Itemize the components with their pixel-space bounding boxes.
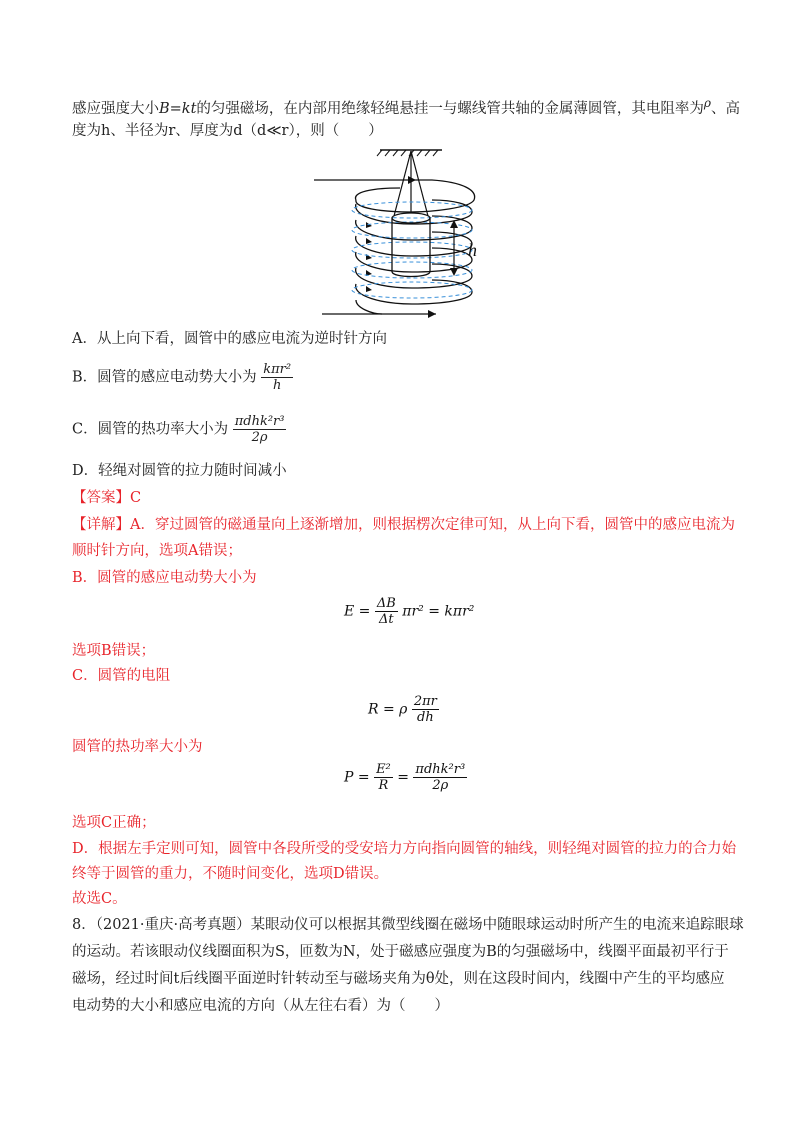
option-b-text: B．圆管的感应电动势大小为: [72, 369, 257, 386]
detail-c: C．圆管的电阻: [72, 668, 171, 684]
question-line-1: [72, 92, 740, 120]
option-b-fraction: $\frac{\text{kπr²}}{h}$: [263, 362, 292, 393]
option-c-fraction: $\frac{\text{πdhk²r³}}{2\rho}$: [234, 414, 285, 445]
q8-line-4: 电动势的大小和感应电流的方向（从左往右看）为（ ）: [72, 998, 449, 1014]
detail-c-2: 圆管的热功率大小为: [72, 739, 203, 755]
option-c: [72, 414, 732, 448]
rho-symbol: ρ: [703, 96, 711, 110]
detail-d-line-1: D．根据左手定则可知，圆管中各段所受的受安培力方向指向圆管的轴线，则轻绳对圆管的拉力的合力始: [72, 841, 737, 857]
question-text: 的匀强磁场，在内部用绝缘轻绳悬挂一与螺线管共轴的金属薄圆管，其电阻率为: [196, 101, 704, 117]
q8-line-3: 磁场，经过时间t后线圈平面逆时针转动至与磁场夹角为θ处，则在这段时间内，线圈中产生的平均感应: [72, 971, 725, 987]
option-d: D．轻绳对圆管的拉力随时间减小: [72, 463, 287, 479]
h-label: h: [468, 240, 477, 260]
answer-label: 【答案】C: [72, 490, 142, 506]
question-formula: B=kt: [159, 101, 197, 117]
detail-d-line-2: 终等于圆管的重力，不随时间变化，选项D错误。: [72, 866, 389, 882]
q8-line-2: 的运动。若该眼动仪线圈面积为S，匝数为N，处于磁感应强度为B的匀强磁场中，线圈平面最初平行于: [72, 944, 729, 960]
equation-resistance: R = ρ $\frac{2\pi r}{dh}$: [368, 694, 437, 725]
option-b: [72, 362, 732, 396]
detail-c-end: 选项C正确；: [72, 815, 156, 831]
option-a: A．从上向下看，圆管中的感应电流为逆时针方向: [72, 331, 387, 347]
detail-a-line-2: 顺时针方向，选项A错误；: [72, 543, 242, 559]
detail-a-line-1: 【详解】A．穿过圆管的磁通量向上逐渐增加，则根据楞次定律可知，从上向下看，圆管中的感应电流为: [72, 517, 735, 533]
question-text: 感应强度大小: [72, 101, 159, 117]
solenoid-figure: [312, 142, 494, 324]
q8-line-1: 8．（2021·重庆·高考真题）某眼动仪可以根据其微型线圈在磁场中随眼球运动时所产生的电流来追踪眼球: [72, 917, 744, 933]
question-text: 、高: [710, 101, 740, 117]
final-answer: 故选C。: [72, 891, 127, 907]
detail-b-end: 选项B错误；: [72, 643, 156, 659]
equation-power: P = $\frac{\text{E²}}{R}$ = $\frac{\text{πdhk²r³}}{2\rho}$: [344, 762, 466, 793]
detail-b: B．圆管的感应电动势大小为: [72, 570, 257, 586]
equation-emf: E = $\frac{\Delta B}{\Delta t}$ πr² = kπr²: [344, 596, 475, 627]
question-line-2: 度为h、半径为r、厚度为d（d≪r），则（ ）: [72, 123, 383, 139]
option-c-text: C．圆管的热功率大小为: [72, 421, 229, 438]
